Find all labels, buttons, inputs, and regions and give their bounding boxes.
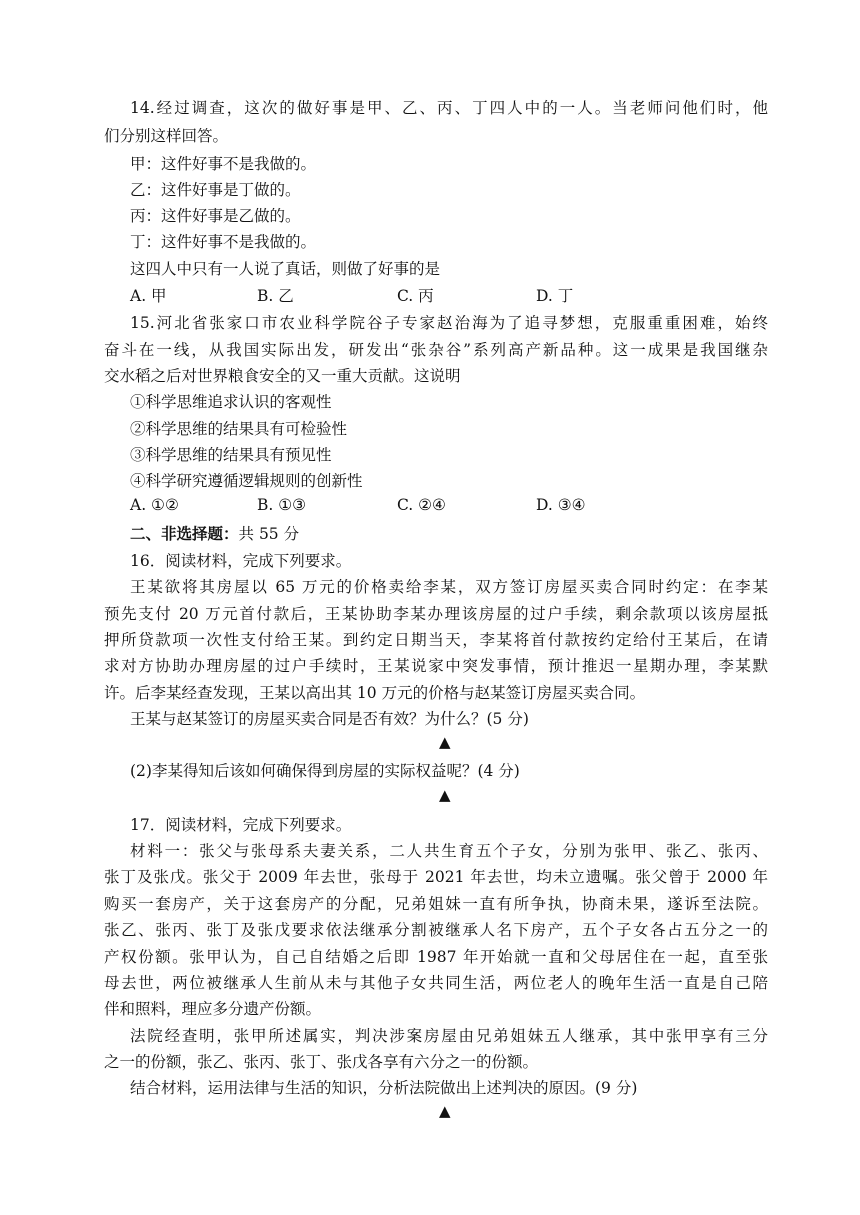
q16-subquestion-2: (2)李某得知后该如何确保得到房屋的实际权益呢？(4 分) — [130, 762, 520, 780]
q14-option-a[interactable]: A. 甲 — [130, 287, 167, 305]
q15-item-4: ④科学研究遵循逻辑规则的创新性 — [130, 472, 363, 490]
q17-court-line-1: 法院经查明，张甲所述属实，判决涉案房屋由兄弟姐妹五人继承，其中张甲享有三分 — [130, 1027, 768, 1045]
q16-subquestion-1: 王某与赵某签订的房屋买卖合同是否有效？为什么？(5 分) — [130, 710, 529, 728]
q15-option-a[interactable]: A. ①② — [130, 496, 179, 514]
section-heading — [130, 522, 299, 544]
q17-material-line-2: 张丁及张戊。张父于 2009 年去世，张母于 2021 年去世，均未立遗嘱。张父曾于 2000 年 — [104, 868, 768, 886]
q17-material-line-3: 购买一套房产，关于这套房产的分配，兄弟姐妹一直有所争执，协商未果，遂诉至法院。 — [104, 895, 768, 913]
q16-passage-line-4: 求对方协助办理房屋的过户手续时，王某说家中突发事情，预计推迟一星期办理，李某默 — [104, 657, 768, 675]
q15-stem-line-1: 15.河北省张家口市农业科学院谷子专家赵治海为了追寻梦想，克服重重困难，始终 — [130, 314, 768, 332]
q14-option-d[interactable]: D. 丁 — [536, 287, 574, 305]
q14-stem-line-1: 14.经过调查，这次的做好事是甲、乙、丙、丁四人中的一人。当老师问他们时，他 — [130, 99, 768, 117]
q17-material-line-1: 材料一：张父与张母系夫妻关系，二人共生育五个子女，分别为张甲、张乙、张丙、 — [130, 842, 768, 860]
q15-option-b[interactable]: B. ①③ — [257, 496, 307, 514]
q16-passage-line-1: 王某欲将其房屋以 65 万元的价格卖给李某，双方签订房屋买卖合同时约定：在李某 — [130, 578, 768, 596]
q14-stem-line-2: 们分别这样回答。 — [104, 127, 229, 145]
q14-answer-jia: 甲：这件好事不是我做的。 — [130, 155, 317, 173]
q14-option-b[interactable]: B. 乙 — [257, 287, 294, 305]
section-title: 二、非选择题： — [130, 524, 239, 543]
answer-area-marker[interactable]: ▲ — [439, 786, 451, 804]
q14-answer-yi: 乙：这件好事是丁做的。 — [130, 181, 301, 199]
q15-stem-line-2: 奋斗在一线，从我国实际出发，研发出“张杂谷”系列高产新品种。这一成果是我国继杂 — [104, 341, 768, 359]
q17-material-line-7: 伴和照料，理应多分遗产份额。 — [104, 1000, 322, 1018]
q14-question: 这四人中只有一人说了真话，则做了好事的是 — [130, 260, 441, 278]
q16-passage-line-5: 许。后李某经查发现，王某以高出其 10 万元的价格与赵某签订房屋买卖合同。 — [104, 684, 646, 702]
q17-court-line-2: 之一的份额，张乙、张丙、张丁、张戊各享有六分之一的份额。 — [104, 1053, 539, 1071]
section-score: 共 55 分 — [238, 525, 300, 543]
q17-material-line-6: 母去世，两位被继承人生前从未与其他子女共同生活，两位老人的晚年生活一直是自己陪 — [104, 974, 768, 992]
q16-passage-line-3: 押所贷款项一次性支付给王某。到约定日期当天，李某将首付款按约定给付王某后，在请 — [104, 631, 768, 649]
q14-answer-ding: 丁：这件好事不是我做的。 — [130, 233, 317, 251]
q15-option-c[interactable]: C. ②④ — [397, 496, 446, 514]
q15-item-1: ①科学思维追求认识的客观性 — [130, 393, 332, 411]
q15-item-2: ②科学思维的结果具有可检验性 — [130, 420, 348, 438]
q17-task: 结合材料，运用法律与生活的知识，分析法院做出上述判决的原因。(9 分) — [130, 1079, 638, 1097]
answer-area-marker[interactable]: ▲ — [439, 1102, 451, 1120]
answer-area-marker[interactable]: ▲ — [439, 733, 451, 751]
q16-passage-line-2: 预先支付 20 万元首付款后，王某协助李某办理该房屋的过户手续，剩余款项以该房屋抵 — [104, 605, 768, 623]
q15-item-3: ③科学思维的结果具有预见性 — [130, 446, 332, 464]
q16-stem: 16．阅读材料，完成下列要求。 — [130, 552, 352, 570]
q14-answer-bing: 丙：这件好事是乙做的。 — [130, 207, 301, 225]
q15-option-d[interactable]: D. ③④ — [536, 496, 586, 514]
q14-option-c[interactable]: C. 丙 — [397, 287, 434, 305]
q17-stem: 17．阅读材料，完成下列要求。 — [130, 816, 352, 834]
q17-material-line-5: 产权份额。张甲认为，自己自结婚之后即 1987 年开始就一直和父母居住在一起，直至张 — [104, 948, 768, 966]
q17-material-line-4: 张乙、张丙、张丁及张戊要求依法继承分割被继承人名下房产，五个子女各占五分之一的 — [104, 921, 768, 939]
q15-stem-line-3: 交水稻之后对世界粮食安全的又一重大贡献。这说明 — [104, 367, 461, 385]
